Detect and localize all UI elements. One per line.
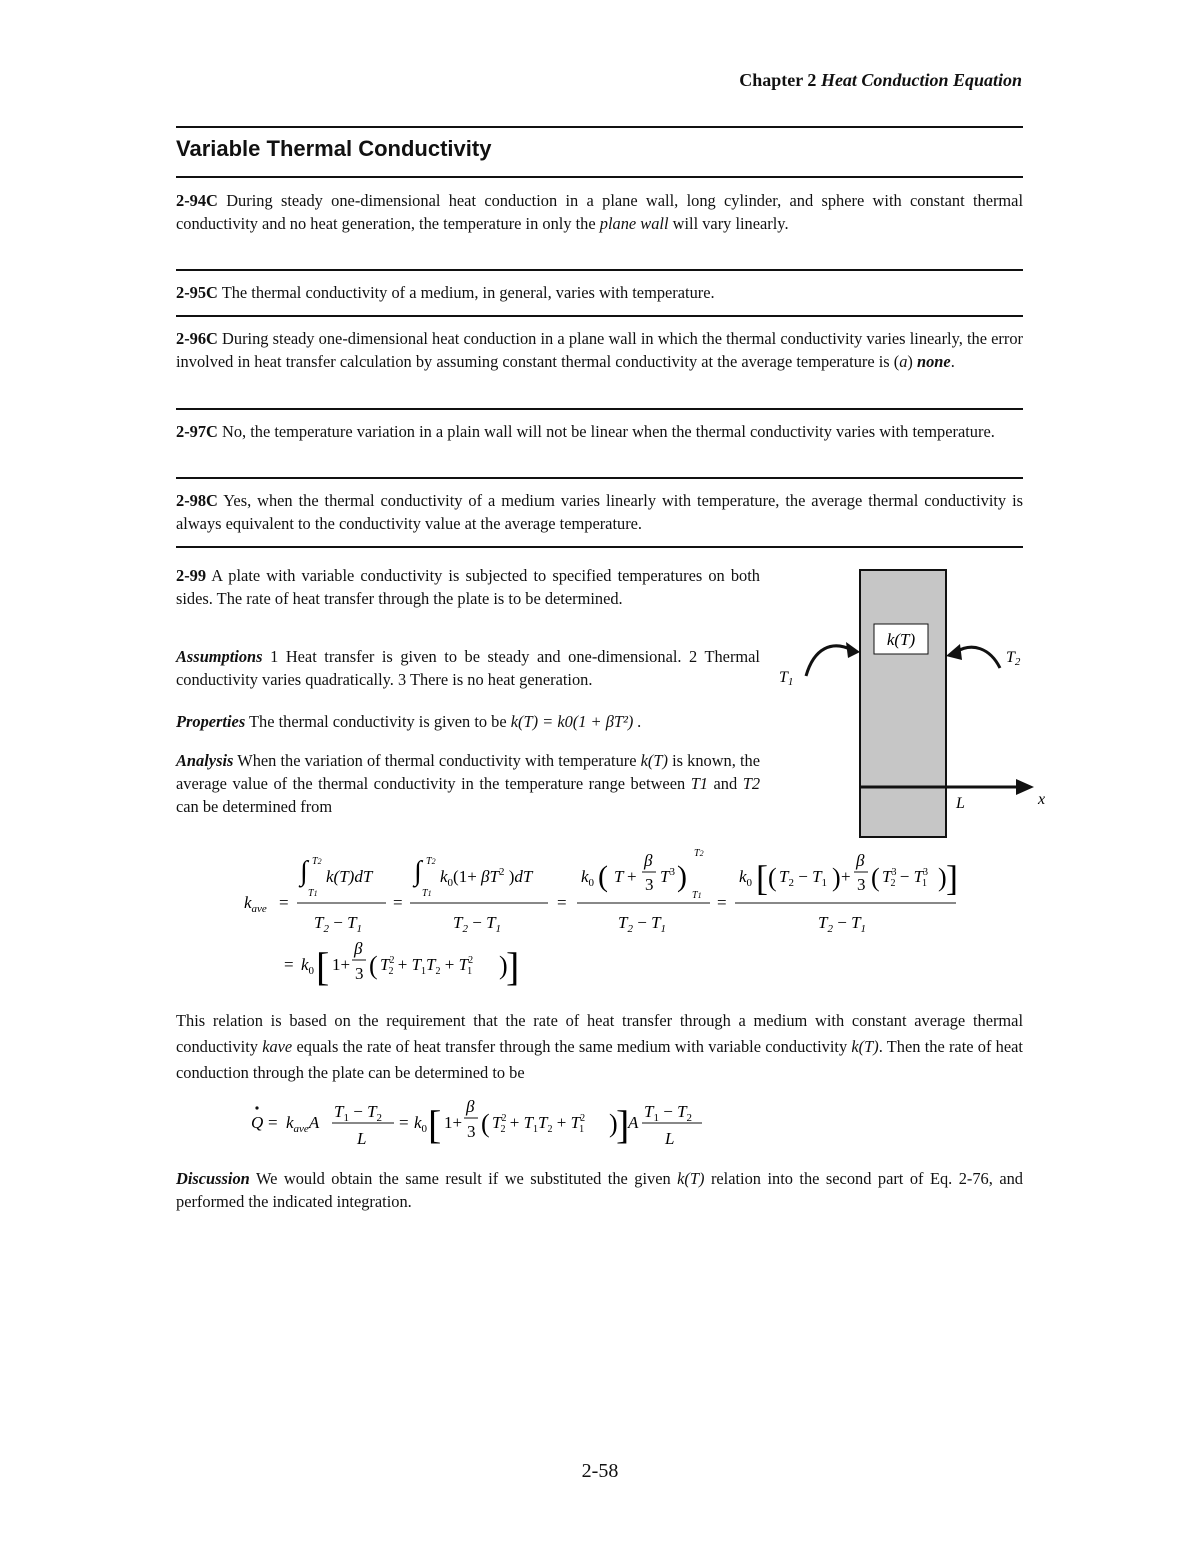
- problem-text: During steady one-dimensional heat conduction in a plane wall in which the thermal conductivity varies linearly, the error involved in heat transfer calculation by assuming constant thermal conductivity at the average temperature is (: [176, 329, 1023, 371]
- analysis-T1: T1: [690, 774, 708, 793]
- svg-text:(: (: [598, 860, 608, 893]
- svg-text:T2 − T1: $T_2 - T_1$: [818, 913, 867, 935]
- svg-text:β: β: [466, 1097, 475, 1116]
- discussion-kT: k(T): [677, 1169, 705, 1188]
- svg-text:+: +: [627, 867, 637, 886]
- svg-text:T2: T2: [312, 856, 322, 867]
- svg-text:T2 − T1: $T_2 - T_1$: [779, 867, 828, 889]
- svg-text:k0: $k_0$: [301, 955, 315, 977]
- problem-text: A plate with variable conductivity is subjected to specified temperatures on both sides. The rate of heat transfer through the plate is to be determined.: [176, 566, 760, 608]
- svg-text:): ): [609, 1109, 618, 1138]
- svg-text:T32 − T31: $T^3$ $2 - T^3$ 1: [882, 867, 929, 889]
- svg-text:β: β: [354, 939, 363, 958]
- svg-text:T2: T2: [426, 856, 436, 867]
- problem-number: 2-97C: [176, 422, 218, 441]
- svg-text:=: =: [557, 893, 567, 912]
- svg-text:(: (: [871, 863, 880, 892]
- svg-text:+: +: [841, 867, 851, 886]
- svg-text:T2 − T1: $T_2 - T_1$: [453, 913, 502, 935]
- problem-option: a: [899, 352, 908, 371]
- svg-text:β: β: [856, 851, 865, 870]
- relation-text-3: . Then the rate of heat conduction through the plate can be determined to be: [176, 1037, 1023, 1082]
- svg-text:3: 3: [857, 875, 866, 894]
- svg-text:): ): [832, 863, 841, 892]
- section-title: Variable Thermal Conductivity: [176, 136, 492, 161]
- svg-text:[: [: [756, 858, 768, 898]
- svg-text:[: [: [428, 1102, 442, 1147]
- page-number: 2-58: [581, 1460, 619, 1482]
- svg-text:(: (: [481, 1109, 490, 1138]
- analysis-text: When the variation of thermal conductivity with temperature: [237, 751, 637, 770]
- problem-text: During steady one-dimensional heat conduction in a plane wall, long cylinder, and sphere with constant thermal conductivity and no heat generation, the temperature in only the: [176, 191, 1023, 233]
- problem-number: 2-96C: [176, 329, 218, 348]
- analysis-text-3: can be determined from: [176, 797, 333, 816]
- svg-text:]: ]: [616, 1102, 630, 1147]
- svg-text:T22 + T1T2 + T21: $T^2$ $2 + T_1T_2 + T^2$ 1: [380, 955, 474, 977]
- properties-equation: k(T) = k0(1 + βT²) .: [510, 712, 642, 731]
- svg-text:T2 − T1: $T_2 - T_1$: [618, 913, 667, 935]
- problem-number: 2-94C: [176, 191, 218, 210]
- problem-end: .: [950, 352, 955, 371]
- discussion-text-2: relation into the second part of Eq. 2-76, and performed the indicated integration.: [176, 1169, 1023, 1211]
- svg-text:T2 − T1: $T_2 - T_1$: [314, 913, 363, 935]
- relation-kave: kave: [262, 1037, 293, 1056]
- assumptions-text: 1 Heat transfer is given to be steady and one-dimensional. 2 Thermal conductivity varies quadratically. 3 There is no heat generation.: [176, 647, 760, 689]
- label-L: L: [956, 795, 965, 812]
- analysis-label: Analysis: [176, 751, 234, 770]
- svg-text:3: 3: [467, 1122, 476, 1141]
- svg-text:T1 − T2: $T_1 - T_2$: [334, 1102, 383, 1124]
- discussion-text: We would obtain the same result if we substituted the given: [255, 1169, 671, 1188]
- chapter-title: Heat Conduction Equation: [820, 70, 1022, 90]
- label-T2: T2: [1006, 649, 1021, 668]
- relation-kT: k(T): [851, 1037, 879, 1056]
- problem-number: 2-98C: [176, 491, 218, 510]
- svg-text:L: L: [665, 1129, 675, 1148]
- relation-text-2: equals the rate of heat transfer through the same medium with variable conductivity: [296, 1037, 848, 1056]
- svg-text:∫: ∫: [414, 856, 422, 887]
- svg-text:A: A: [628, 1113, 639, 1132]
- analysis-T2: T2: [742, 774, 761, 793]
- svg-text:k(T)dT: k(T)dT: [326, 867, 373, 886]
- svg-text:T1: T1: [422, 888, 432, 899]
- svg-text:): ): [938, 863, 947, 892]
- svg-text:k0(1+ βT2 )dT: $k_0(1+ \beta T^2$ )dT: [440, 866, 533, 889]
- svg-text:k0: $k_0$: [581, 867, 595, 889]
- problem-number: 2-95C: [176, 283, 218, 302]
- problem-text: No, the temperature variation in a plain wall will not be linear when the thermal conductivity varies with temperature.: [222, 422, 995, 441]
- svg-text:=: =: [399, 1113, 409, 1132]
- svg-text:L: L: [357, 1129, 367, 1148]
- discussion-label: Discussion: [176, 1169, 250, 1188]
- problem-text-end: will vary linearly.: [672, 214, 789, 233]
- problem-text: Yes, when the thermal conductivity of a medium varies linearly with temperature, the average thermal conductivity is always equivalent to the conductivity value at the average temperature.: [176, 491, 1023, 533]
- svg-text:=: =: [268, 1113, 278, 1132]
- svg-text:kaveA: $k_{ave}A$: [286, 1113, 320, 1135]
- label-T1: T1: [779, 669, 794, 688]
- svg-text:T3: $T^3$: [660, 866, 675, 886]
- svg-text:k0: $k_0$: [739, 867, 753, 889]
- problem-number: 2-99: [176, 566, 207, 585]
- svg-text:=: =: [284, 955, 294, 974]
- properties-text: The thermal conductivity is given to be: [249, 712, 507, 731]
- chapter-label: Chapter 2: [739, 70, 817, 90]
- svg-text:1+: 1+: [444, 1113, 463, 1132]
- svg-text:=: =: [717, 893, 727, 912]
- problem-emphasis: plane wall: [599, 214, 669, 233]
- problem-text: The thermal conductivity of a medium, in general, varies with temperature.: [221, 283, 715, 302]
- properties-label: Properties: [176, 712, 246, 731]
- relation-text: This relation is based on the requirement that the rate of heat transfer through a medium with constant average thermal conductivity: [176, 1011, 1023, 1056]
- analysis-and: and: [713, 774, 738, 793]
- svg-text:kave: $k_{ave}$: [244, 893, 267, 915]
- svg-text:(: (: [768, 863, 777, 892]
- svg-text:1+: 1+: [332, 955, 351, 974]
- label-x: x: [1038, 791, 1046, 808]
- svg-text:]: ]: [946, 858, 958, 898]
- svg-text:=: =: [393, 893, 403, 912]
- problem-answer: none: [917, 352, 951, 371]
- svg-text:∫: ∫: [300, 856, 308, 887]
- svg-text:]: ]: [506, 944, 520, 989]
- svg-text:Q: Q: [251, 1113, 264, 1132]
- svg-text:T22 + T1T2 + T21: $T^2$ $2 + T_1T_2 + T^2$ 1: [492, 1113, 586, 1135]
- problem-option-close: ): [907, 352, 913, 371]
- svg-text:k0: $k_0$: [414, 1113, 428, 1135]
- svg-text:T: T: [614, 867, 624, 886]
- analysis-text-2: is known, the average value of the thermal conductivity in the temperature range between: [176, 751, 760, 793]
- svg-text:3: 3: [645, 875, 654, 894]
- svg-text:=: =: [279, 893, 289, 912]
- svg-text:3: 3: [355, 964, 364, 983]
- svg-text:T2: T2: [694, 848, 704, 859]
- discussion-paragraph: [176, 1167, 1023, 1213]
- svg-text:): ): [499, 951, 508, 980]
- svg-text:T1: T1: [308, 888, 318, 899]
- svg-text:): ): [677, 860, 687, 893]
- svg-text:T1 − T2: $T_1 - T_2$: [644, 1102, 693, 1124]
- svg-text:T1: T1: [692, 890, 702, 901]
- analysis-kT: k(T): [640, 751, 668, 770]
- svg-text:[: [: [316, 944, 330, 989]
- assumptions-label: Assumptions: [176, 647, 263, 666]
- kT-label: k(T): [886, 630, 916, 649]
- svg-text:(: (: [369, 951, 378, 980]
- svg-text:β: β: [644, 851, 653, 870]
